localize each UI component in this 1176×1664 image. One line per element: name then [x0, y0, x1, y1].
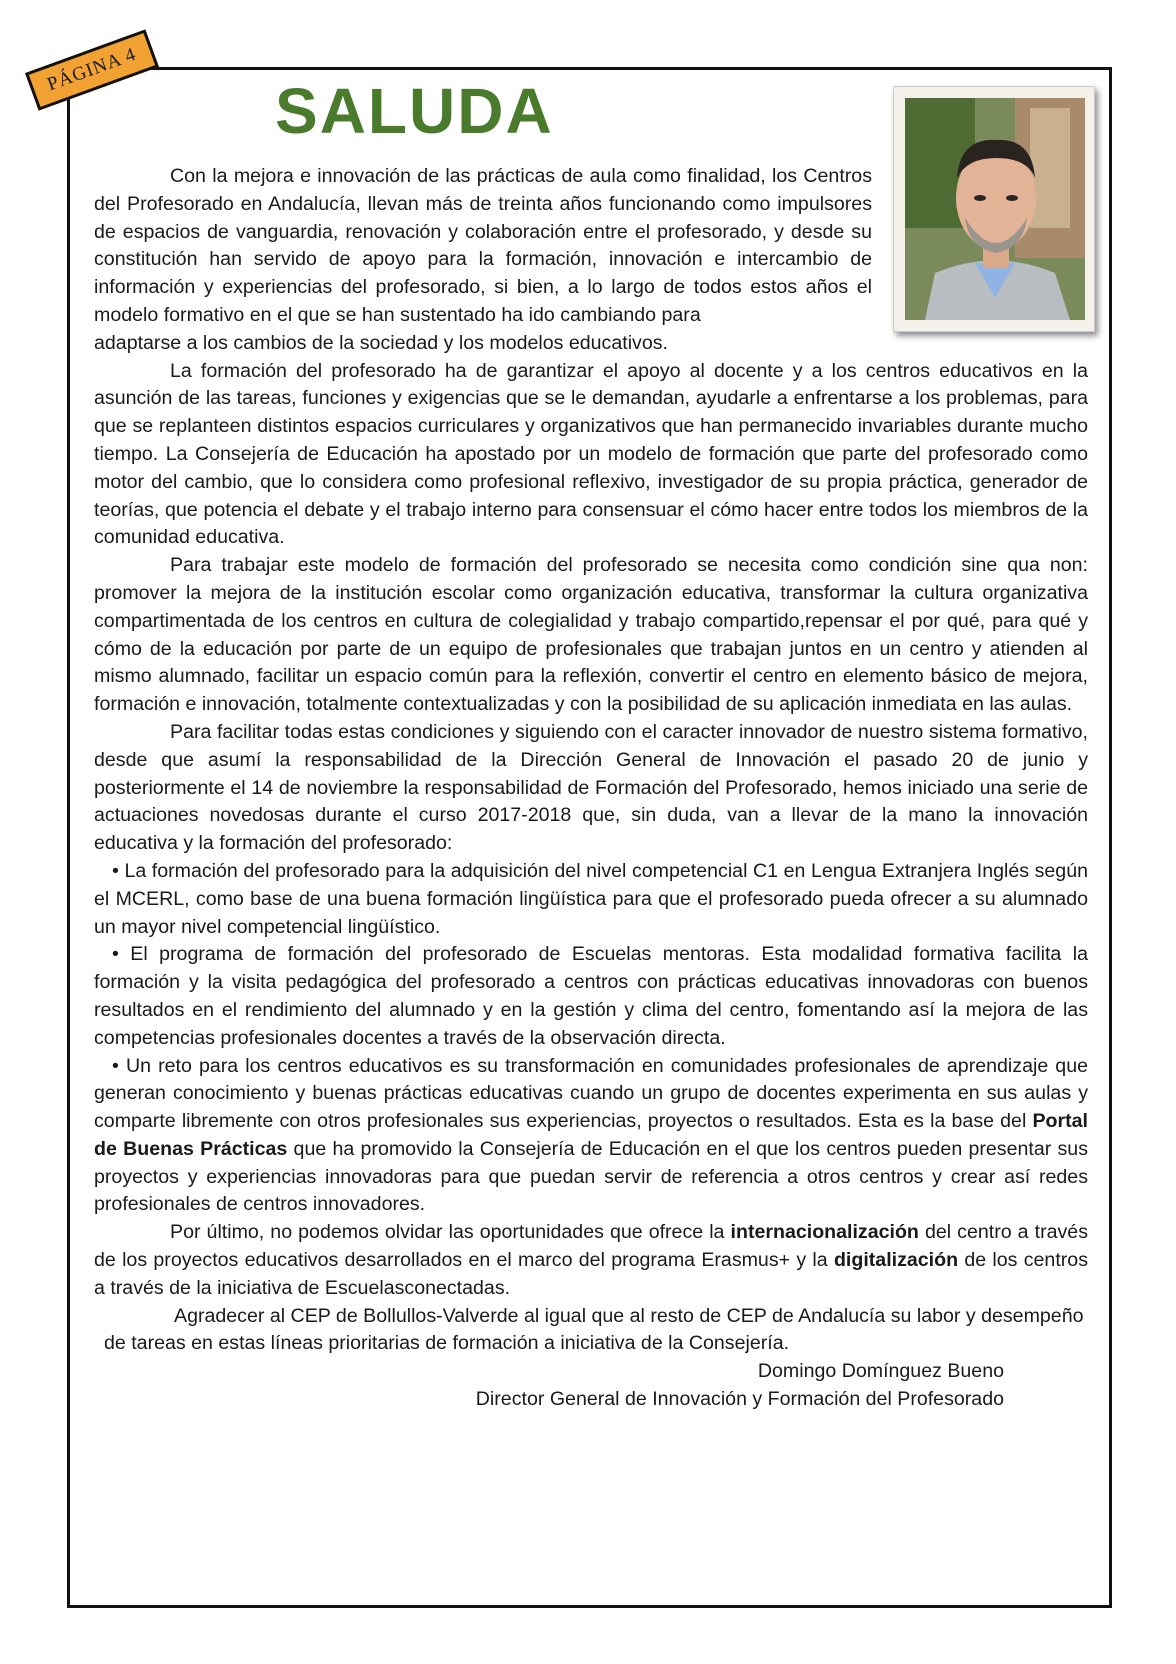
bullet-text: que ha promovido la Consejería de Educación en el que los centros pueden presentar sus proyectos y experiencias innovadoras para que puedan servir de referencia a otros centros y crear así redes profesionales de centros innovadores. [94, 1137, 1088, 1216]
paragraph-modelo: Para trabajar este modelo de formación del profesorado se necesita como condición sine qua non: promover la mejora de la institución escolar como organización educativa, transformar la cultura organizativa compartimentada de los centros en cultura de colegialidad y trabajo compartido,repensar el por qué, para qué y cómo de la educación por parte de un equipo de profesionales que trabajan juntos en un centro y atienden al mismo alumnado, facilitar un espacio común para la reflexión, convertir el centro en elemento básico de mejora, formación e innovación, totalmente contextualizadas y con la posibilidad de su aplicación inmediata en las aulas. [94, 554, 1088, 716]
paragraph-actuaciones: Para facilitar todas estas condiciones y siguiendo con el caracter innovador de nuestro sistema formativo, desde que asumí la responsabilidad de la Dirección General de Innovación el pasado 20 de junio y posteriormente el 14 de noviembre la responsabilidad de Formación del Profesorado, hemos iniciado una serie de actuaciones novedosas durante el curso 2017-2018 que, sin duda, van a llevar de la mano la innovación educativa y la formación del profesorado: [94, 720, 1088, 855]
signature-name: Domingo Domínguez Bueno [757, 1360, 1004, 1383]
paragraph-text: Por último, no podemos olvidar las oportunidades que ofrece la [170, 1221, 725, 1244]
bullet-item-portal [94, 1053, 1088, 1220]
article-body [94, 163, 1088, 1414]
paragraph-text: de los centros a través de la iniciativa de Escuelasconectadas. [94, 1249, 1088, 1299]
bullet-item-mentoras [94, 941, 1088, 1052]
page-number-tag: PÁGINA 4 [25, 29, 159, 110]
bullet-icon: • [112, 859, 119, 882]
paragraph-formacion: La formación del profesorado ha de garantizar el apoyo al docente y a los centros educativos en la asunción de las tareas, funciones y exigencias que se le demandan, ayudarle a enfrentarse a los problemas, para que se replanteen distintos espacios curriculares y organizativos que han permanecido invariables durante mucho tiempo. La Consejería de Educación ha apostado por un modelo de formación que parte del profesorado como motor del cambio, que lo considera como profesional reflexivo, investigador de su propia práctica, generador de teorías, que potencia el debate y el trabajo interno para consensuar el cómo hacer entre todos los miembros de la comunidad educativa. [94, 359, 1088, 549]
paragraph-intro: Con la mejora e innovación de las prácticas de aula como finalidad, los Centros del Profesorado en Andalucía, llevan más de treinta años funcionando como impulsores de espacios de vanguardia, renovación y colaboración entre el profesorado, y desde su constitución han servido de apoyo para la formación, innovación e intercambio de información y experiencias del profesorado, si bien, a lo largo de todos estos años el modelo formativo en el que se han sustentado ha ido cambiando para [94, 165, 872, 326]
internacionalizacion-highlight: internacionalización [730, 1221, 919, 1244]
bullet-icon: • [112, 943, 119, 966]
paragraph-text: del centro a través de los proyectos educativos desarrollados en el marco del programa Erasmus+ y la [94, 1221, 1088, 1272]
bullet-icon: • [112, 1054, 119, 1077]
bullet-text: El programa de formación del profesorado de Escuelas mentoras. Esta modalidad formativa facilita la formación y la visita pedagógica del profesorado a centros con prácticas educativas innovadoras con buenos resultados en el rendimiento del alumnado y en la gestión y clima del centro, fomentando así la mejora de las competencias profesionales docentes a través de la observación directa. [94, 943, 1088, 1049]
paragraph-intro-end: adaptarse a los cambios de la sociedad y los modelos educativos. [94, 331, 668, 354]
portal-highlight: Portal de Buenas Prácticas [94, 1110, 1088, 1160]
bullet-text: Un reto para los centros educativos es su transformación en comunidades profesionales de aprendizaje que generan conocimiento y buenas prácticas educativas cuando un grupo de docentes experimenta en sus aulas y comparte libremente con otros profesionales sus experiencias, proyectos o resultados. Esta es la base del [94, 1054, 1089, 1133]
bullet-item-c1 [94, 858, 1088, 941]
paragraph-agradecimiento: Agradecer al CEP de Bollullos-Valverde al igual que al resto de CEP de Andalucía su labor y desempeño de tareas en estas líneas prioritarias de formación a iniciativa de la Consejería. [104, 1304, 1084, 1355]
digitalizacion-highlight: digitalización [833, 1249, 959, 1272]
bullet-text: La formación del profesorado para la adquisición del nivel competencial C1 en Lengua Extranjera Inglés según el MCERL, como base de una buena formación lingüística para que el profesorado pueda ofrecer a su alumnado un mayor nivel competencial lingüístico. [94, 859, 1088, 938]
signature-role: Director General de Innovación y Formación del Profesorado [475, 1388, 1004, 1411]
paragraph-internacionalizacion [94, 1219, 1088, 1302]
page-title: SALUDA [275, 75, 554, 147]
